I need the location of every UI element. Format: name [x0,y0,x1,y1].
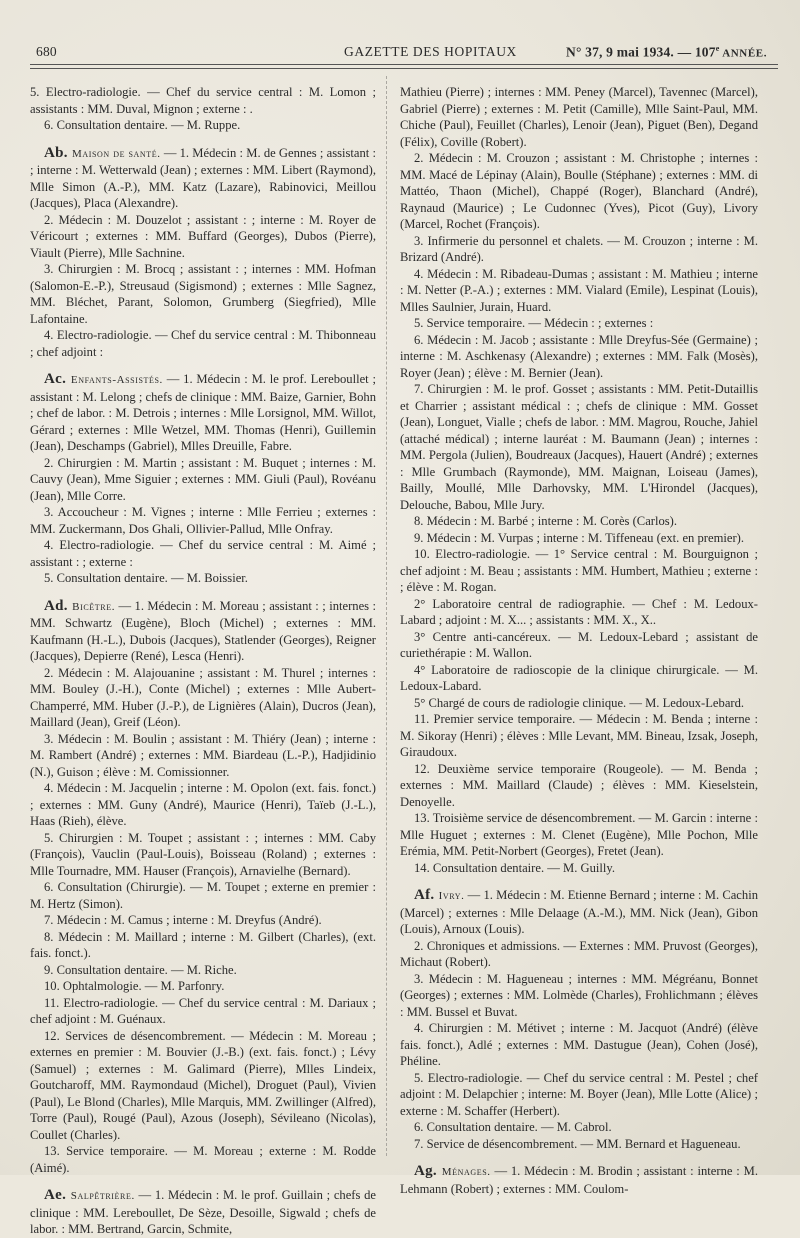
hospital-name: Bicêtre. [72,600,116,613]
service-entry: 6. Consultation dentaire. — M. Ruppe. [44,118,241,132]
service-entry: 9. Consultation dentaire. — M. Riche. [44,962,237,977]
service-entry: 3° Centre anti-cancéreux. — M. Ledoux-Lebard ; assistant de curiethérapie : M. Wallon. [400,629,758,660]
service-entry: 8. Médecin : M. Barbé ; interne : M. Corès (Carlos). [414,514,678,528]
hospital-name: Ivry. [438,890,465,902]
service-entry: 5. Service temporaire. — Médecin : ; externes : [414,316,654,330]
service-entry: 13. Service temporaire. — M. Moreau ; externe : M. Rodde (Aimé). [30,1144,376,1175]
left-column [30,84,376,1238]
service-entry: 9. Médecin : M. Vurpas ; interne : M. Tiffeneau (ext. en premier). [414,530,744,545]
section-label: Ag. [414,1163,442,1179]
service-entry: 4. Médecin : M. Jacquelin ; interne : M. Opolon (ext. fais. fonct.) ; externes : MM. Guny (André), Maurice (Henri), Taïeb (J.-L.), Haas (Rieh), élève. [30,781,376,828]
entry-text: — 1. Médecin : M. le prof. Guillain ; chefs de clinique : MM. Lereboullet, De Sèze, Desoille, Sigwald ; chefs de labor. : MM. Bertrand, Garcin, Schmite, [30,1188,376,1236]
service-entry: 2. Médecin : M. Douzelot ; assistant : ; interne : M. Royer de Véricourt ; externes : MM. Buffard (Georges), Dubos (Pierre), Viault (Pierre), Mlle Sachnine. [30,212,376,260]
right-column [400,84,758,1197]
section-label: Ab. [44,144,72,161]
section-label: Ac. [44,371,71,387]
service-entry: 2° Laboratoire central de radiographie. — Chef : M. Ledoux-Labard ; adjoint : M. X... ; assistants : MM. X., X.. [400,596,758,627]
entry-text: — 1. Médecin : M. le prof. Lereboullet ; assistant : M. Lelong ; chefs de clinique : MM. Baize, Garnier, Bohn ; chef de labor. : M. Detrois ; internes : Mlle Lorsignol, MM. Willot, Gérard ; externes : Mlle Wetzel, MM. Thomas (Henri), Guillemin (Jean), Deschamps (Gabriel), Mlles Dreuille, Fabre. [30,372,376,453]
service-entry: 5. Consultation dentaire. — M. Boissier. [44,571,248,585]
service-entry: 13. Troisième service de désencombrement. — M. Garcin : interne : Mlle Huguet ; externes : M. Clenet (Eugène), Mlle Pochon, Mlle Erémia, MM. Petit-Norbert (Georges), Fretet (Jean). [400,811,758,858]
service-entry: 6. Médecin : M. Jacob ; assistante : Mlle Dreyfus-Sée (Germaine) ; interne : M. Aschkenasy (Alexandre) ; externes : MM. Falk (Mosès), Royer (Jean) ; élève : M. Bernier (Jean). [400,332,758,380]
column-separator [386,76,387,1156]
service-entry: 11. Electro-radiologie. — Chef du service central : M. Dariaux ; chef adjoint : M. Guénaux. [30,995,376,1026]
hospital-section [30,145,376,212]
service-entry: 5. Electro-radiologie. — Chef du service central : M. Lomon ; assistants : MM. Duval, Mignon ; externe : . [30,85,376,116]
service-entry: 11. Premier service temporaire. — Médecin : M. Benda ; interne : M. Sikoray (Henri) ; élèves : Mlle Levant, MM. Bineau, Izsak, Joseph, Giraudoux. [400,712,758,759]
entry-text: — 1. Médecin : M. de Gennes ; assistant : ; interne : M. Wetterwald (Jean) ; externes : MM. Libert (Raymond), Mlle Simon (A.-P.), MM. Katz (Lazare), Rabinovici, Meillou (Jacques), Placa (Alexandre). [30,145,377,210]
service-entry: 5. Electro-radiologie. — Chef du service central : M. Pestel ; chef adjoint : M. Delapchier ; interne: M. Boyer (Jean), Mlle Lotte (Alice) ; externe : M. Schaffer (Herbert). [400,1070,758,1118]
service-entry: 2. Médecin : M. Crouzon ; assistant : M. Christophe ; internes : MM. Macé de Lépinay (Alain), Boulle (Stéphane) ; externes : MM. di Mattéo, Thaon (Michel), Chappé (Roger), Blanchard (André), Raynaud (Maurice) ; Le Cudonnec (Yves), Picot (Guy), Livory (Marcel, Rochet (François). [400,151,758,231]
service-entry: 4. Médecin : M. Ribadeau-Dumas ; assistant : M. Mathieu ; interne : M. Netter (P.-A.) ; externes : MM. Vialard (Emile), Lespinat (Louis), Mlles Saulnier, Jurain, Huard. [400,266,758,314]
service-entry: 7. Chirurgien : M. le prof. Gosset ; assistants : MM. Petit-Dutaillis et Charrier ; assistant médical : ; chefs de clinique : MM. Gosset (Jean), Longuet, Vialle ; chefs de labor. : MM. Magrou, Rouche, Jahiel (attaché médical) ; interne lauréat : M. Baumann (Jean) ; internes : MM. Pergola (Julien), Boudreaux (Jacques), Hauert (André) ; externes : Mlle Grumbach (Raymonde), MM. Maignan, Loiseau (James), Bailly, Moullé, Mlle Darhovsky, MM. L'Hirondel (Jacques), Delouche, Babou, Mlle Jury. [400,382,758,512]
hospital-name: Ménages. [441,1166,491,1178]
service-entry: 8. Médecin : M. Maillard ; interne : M. Gilbert (Charles), (ext. fais. fonct.). [30,929,376,960]
service-entry: 14. Consultation dentaire. — M. Guilly. [414,860,616,875]
header-rule-top [30,64,778,65]
hospital-section [30,1187,376,1238]
service-entry: 3. Médecin : M. Boulin ; assistant : M. Thiéry (Jean) ; interne : M. Rambert (André) ; externes : MM. Biardeau (L.-P.), Hadjidinio (N.), Guison ; élève : M. Comissionner. [30,731,376,779]
header-rule-bottom [30,68,778,69]
hospital-name: Maison de santé. [71,147,161,160]
hospital-section [30,598,376,665]
hospital-section [400,887,758,938]
service-entry: 3. Accoucheur : M. Vignes ; interne : Mlle Ferrieu ; externes : MM. Zuckermann, Dos Ghali, Ollivier-Pallud, Mlle Onfray. [30,505,376,536]
service-entry: 6. Consultation dentaire. — M. Cabrol. [414,1120,612,1134]
section-label: Ad. [44,597,73,614]
entry-text: — 1. Médecin : M. Etienne Bernard ; interne : M. Cachin (Marcel) ; externes : Mlle Delaage (A.-M.), MM. Nick (Jean), Gibon (Louis), Arnoux (Louis). [400,888,758,936]
service-entry: 5. Chirurgien : M. Toupet ; assistant : ; internes : MM. Caby (François), Vauclin (Paul-Louis), Boisseau (Roland) ; externes : Mlle Tournadre, MM. Hauser (François), Arnavielhe (Bernard). [30,830,376,878]
journal-title: GAZETTE DES HOPITAUX [344,44,517,59]
service-entry: 4° Laboratoire de radioscopie de la clinique chirurgicale. — M. Ledoux-Labard. [400,662,758,693]
hospital-name: Enfants-Assistés. [70,374,163,386]
page-number: 680 [36,44,57,59]
entry-text: — 1. Médecin : M. Brodin ; assistant : interne : M. Lehmann (Robert) ; externes : MM. Coulom- [400,1164,758,1196]
service-entry: 10. Ophtalmologie. — M. Parfonry. [44,979,225,993]
service-entry: 4. Chirurgien : M. Métivet ; interne : M. Jacquot (André) (élève fais. fonct.), Adlé ; externes : MM. Dastugue (Jean), Cohen (José), Phéline. [400,1021,758,1068]
running-header [28,40,776,64]
service-entry: 7. Médecin : M. Camus ; interne : M. Dreyfus (André). [44,913,322,927]
service-entry: 3. Chirurgien : M. Brocq ; assistant : ; internes : MM. Hofman (Salomon-E.-P.), Streusaud (Sigismond) ; externes : Mlle Sagnez, MM. Bléchet, Parant, Solomon, Grumberg (Siegfried), Mlle Lafontaine. [30,262,376,326]
section-label: Af. [414,887,439,903]
service-entry: 2. Médecin : M. Alajouanine ; assistant : M. Thurel ; internes : MM. Bouley (J.-H.), Conte (Michel) ; externes : Mlle Aubert-Champerré, MM. Huber (J.-P.), de Lignières (Alain), Ducros (Jean), Maillard (Jean), Greif (Léon). [30,665,376,729]
hospital-name: Salpêtrière. [70,1190,135,1202]
hospital-section [30,371,376,455]
service-entry: 5° Chargé de cours de radiologie clinique. — M. Ledoux-Lebard. [414,695,745,710]
section-label: Ae. [44,1187,71,1203]
service-entry: 10. Electro-radiologie. — 1° Service central : M. Bourguignon ; chef adjoint : M. Beau ; assistants : MM. Humbert, Mathieu ; externe : ; élève : M. Rogan. [400,547,758,594]
issue-date: N° 37, 9 mai 1934. — 107e ANNÉE. [566,44,768,60]
hospital-section [400,1163,758,1197]
service-entry: 4. Electro-radiologie. — Chef du service central : M. Aimé ; assistant : ; externe : [30,538,376,569]
service-entry: Mathieu (Pierre) ; internes : MM. Peney (Marcel), Tavennec (Marcel), Gabriel (Pierre) ; externes : M. Petit (Camille), Mlle Saint-Paul, MM. Chiche (Paul), Feuillet (Charles), Lenoir (Jean), Piguet (Ben), Degand (Félix), Coville (Robert). [400,85,758,149]
service-entry: 3. Médecin : M. Hagueneau ; internes : MM. Mégréanu, Bonnet (Georges) ; externes : MM. Lolmède (Charles), Frohlichmann ; élèves : MM. Bussel et Buvat. [400,971,758,1019]
service-entry: 6. Consultation (Chirurgie). — M. Toupet ; externe en premier : M. Hertz (Simon). [30,880,376,911]
service-entry: 7. Service de désencombrement. — MM. Bernard et Hagueneau. [414,1136,741,1151]
service-entry: 4. Electro-radiologie. — Chef du service central : M. Thibonneau ; chef adjoint : [30,328,376,359]
service-entry: 12. Deuxième service temporaire (Rougeole). — M. Benda ; externes : MM. Maillard (Claude) ; élèves : MM. Kieselstein, Denoyelle. [400,761,758,809]
service-entry: 2. Chirurgien : M. Martin ; assistant : M. Buquet ; internes : M. Cauvy (Jean), Mme Siguier ; externes : MM. Giuli (Paul), Rovéanu (Jean), Mlle Corre. [30,455,376,503]
service-entry: 12. Services de désencombrement. — Médecin : M. Moreau ; externes en premier : M. Bouvier (J.-B.) (ext. fais. fonct.) ; Lévy (Samuel) ; externes : M. Galimard (Pierre), Mlles Lindeix, Goutcharoff, MM. Raymondaud (Michel), Droguet (Paul), Vivien (Paul), Le Blond (Charles), Mlle Marquis, MM. Zwillinger (Alfred), Torre (Paul), Rougé (Paul), Azous (Joseph), Sévileano (Nicolas), Coullet (Charles). [30,1028,376,1142]
entry-text: — 1. Médecin : M. Moreau ; assistant : ; internes : MM. Schwartz (Eugène), Bloch (Michel) ; externes : MM. Kaufmann (H.-L.), Dubois (Jacques), Statlender (Georges), Reigner (Jacques), Depierre (René), Lesca (Henri). [30,598,376,663]
service-entry: 2. Chroniques et admissions. — Externes : MM. Pruvost (Georges), Michaut (Robert). [400,938,758,969]
service-entry: 3. Infirmerie du personnel et chalets. — M. Crouzon ; interne : M. Brizard (André). [400,233,758,264]
